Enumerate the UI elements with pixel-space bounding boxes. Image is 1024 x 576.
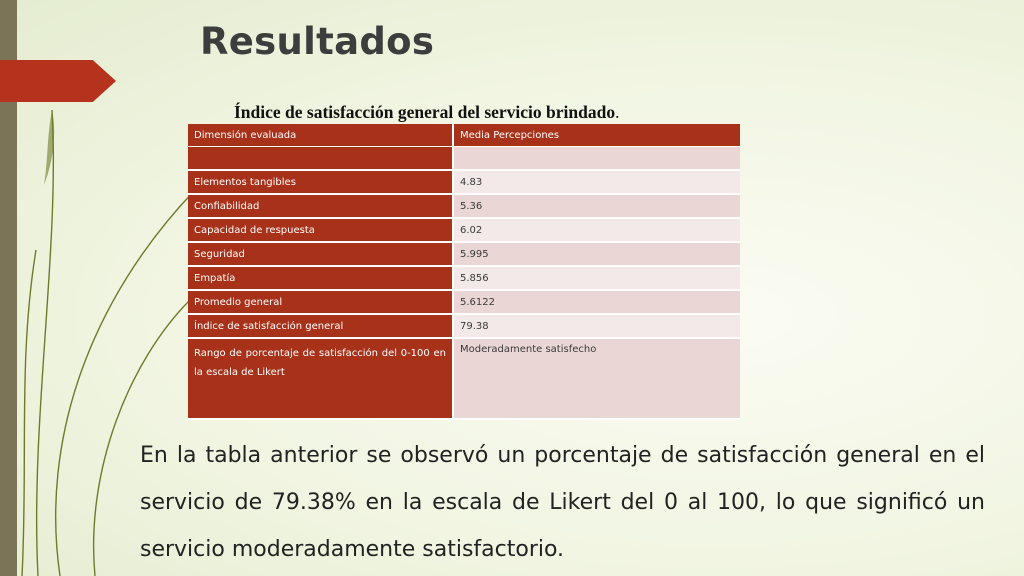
cell-dimension: Promedio general	[188, 291, 454, 315]
cell-value: 4.83	[454, 171, 740, 195]
title-accent-arrow	[0, 60, 116, 102]
table-header-row	[188, 124, 740, 147]
results-table-container	[188, 124, 740, 420]
cell-dimension: Elementos tangibles	[188, 171, 454, 195]
cell-dimension: Capacidad de respuesta	[188, 219, 454, 243]
table-caption-period: .	[615, 102, 620, 122]
table-row	[188, 219, 740, 243]
cell-value: 5.995	[454, 243, 740, 267]
cell-value: 5.6122	[454, 291, 740, 315]
cell-dimension: Confiabilidad	[188, 195, 454, 219]
cell-value: Moderadamente satisfecho	[454, 339, 740, 420]
cell-value: 79.38	[454, 315, 740, 339]
cell-value: 5.36	[454, 195, 740, 219]
table-row	[188, 339, 740, 420]
leaf-shape	[44, 110, 54, 185]
stem-line	[37, 110, 54, 576]
table-row	[188, 195, 740, 219]
cell-value: 6.02	[454, 219, 740, 243]
slide-title: Resultados	[200, 20, 435, 63]
cell-value	[454, 147, 740, 171]
table-row	[188, 315, 740, 339]
cell-dimension: Seguridad	[188, 243, 454, 267]
header-mean: Media Percepciones	[454, 124, 740, 147]
table-row	[188, 243, 740, 267]
cell-dimension	[188, 147, 454, 171]
stem-line	[22, 250, 36, 576]
results-table	[188, 124, 740, 420]
cell-value: 5.856	[454, 267, 740, 291]
table-caption-text: Índice de satisfacción general del servicio brindado	[234, 102, 616, 122]
table-row	[188, 171, 740, 195]
cell-dimension: Rango de porcentaje de satisfacción del 0-100 en la escala de Likert	[188, 339, 454, 420]
cell-dimension: Índice de satisfacción general	[188, 315, 454, 339]
conclusion-paragraph: En la tabla anterior se observó un porcentaje de satisfacción general en el servicio de 79.38% en la escala de Likert del 0 al 100, lo que significó un servicio moderadamente satisfactorio.	[140, 443, 985, 562]
table-row	[188, 267, 740, 291]
table-row	[188, 147, 740, 171]
header-dimension: Dimensión evaluada	[188, 124, 454, 147]
table-row	[188, 291, 740, 315]
cell-dimension: Empatía	[188, 267, 454, 291]
table-caption	[234, 102, 619, 123]
